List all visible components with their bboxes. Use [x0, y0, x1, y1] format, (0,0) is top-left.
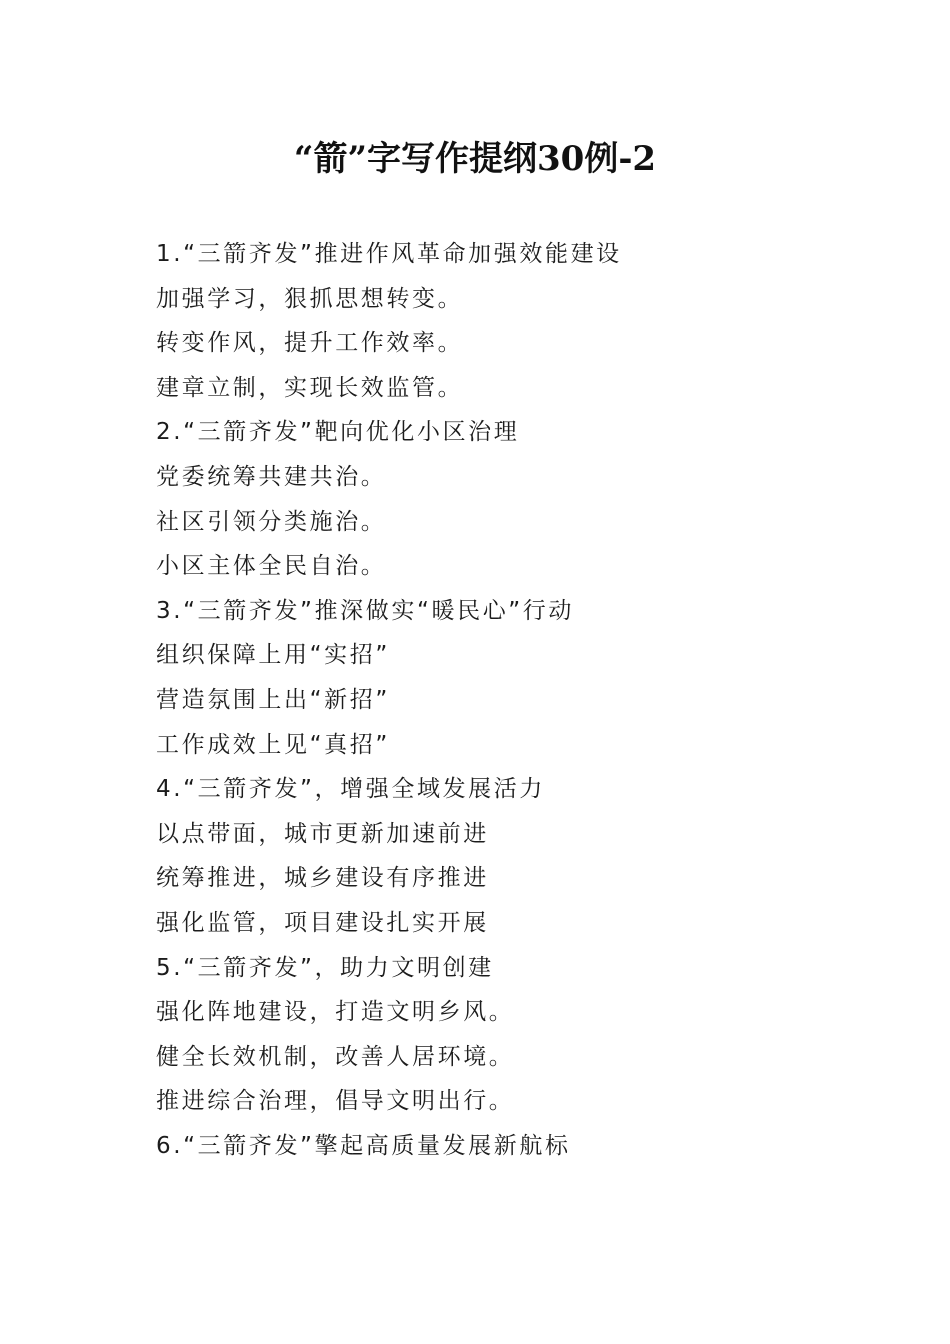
outline-item: 统筹推进，城乡建设有序推进: [156, 865, 489, 892]
outline-heading: 6.“三箭齐发”擎起高质量发展新航标: [156, 1132, 571, 1159]
outline-item: 加强学习，狠抓思想转变。: [156, 285, 464, 312]
outline-item: 转变作风，提升工作效率。: [156, 330, 464, 357]
outline-heading: 5.“三箭齐发”，助力文明创建: [156, 954, 494, 981]
outline-heading: 3.“三箭齐发”推深做实“暖民心”行动: [156, 597, 575, 624]
outline-item: 营造氛围上出“新招”: [156, 686, 390, 713]
outline-item: 健全长效机制，改善人居环境。: [156, 1043, 515, 1070]
outline-heading: 2.“三箭齐发”靶向优化小区治理: [156, 419, 520, 446]
outline-list: [156, 232, 876, 1168]
outline-item: 强化阵地建设，打造文明乡风。: [156, 999, 515, 1026]
outline-heading: 1.“三箭齐发”推进作风革命加强效能建设: [156, 241, 622, 267]
outline-item: 以点带面，城市更新加速前进: [156, 820, 489, 847]
outline-item: 党委统筹共建共治。: [156, 463, 387, 490]
outline-item: 推进综合治理，倡导文明出行。: [156, 1088, 515, 1115]
outline-item: 工作成效上见“真招”: [156, 731, 390, 758]
outline-heading: 4.“三箭齐发”，增强全域发展活力: [156, 776, 545, 803]
document-title: “箭”字写作提纲30例-2: [293, 139, 657, 179]
outline-item: 建章立制，实现长效监管。: [156, 374, 464, 401]
outline-item: 强化监管，项目建设扎实开展: [156, 909, 489, 936]
outline-item: 社区引领分类施治。: [156, 508, 387, 535]
outline-item: 组织保障上用“实招”: [156, 642, 390, 669]
outline-item: 小区主体全民自治。: [156, 553, 387, 580]
